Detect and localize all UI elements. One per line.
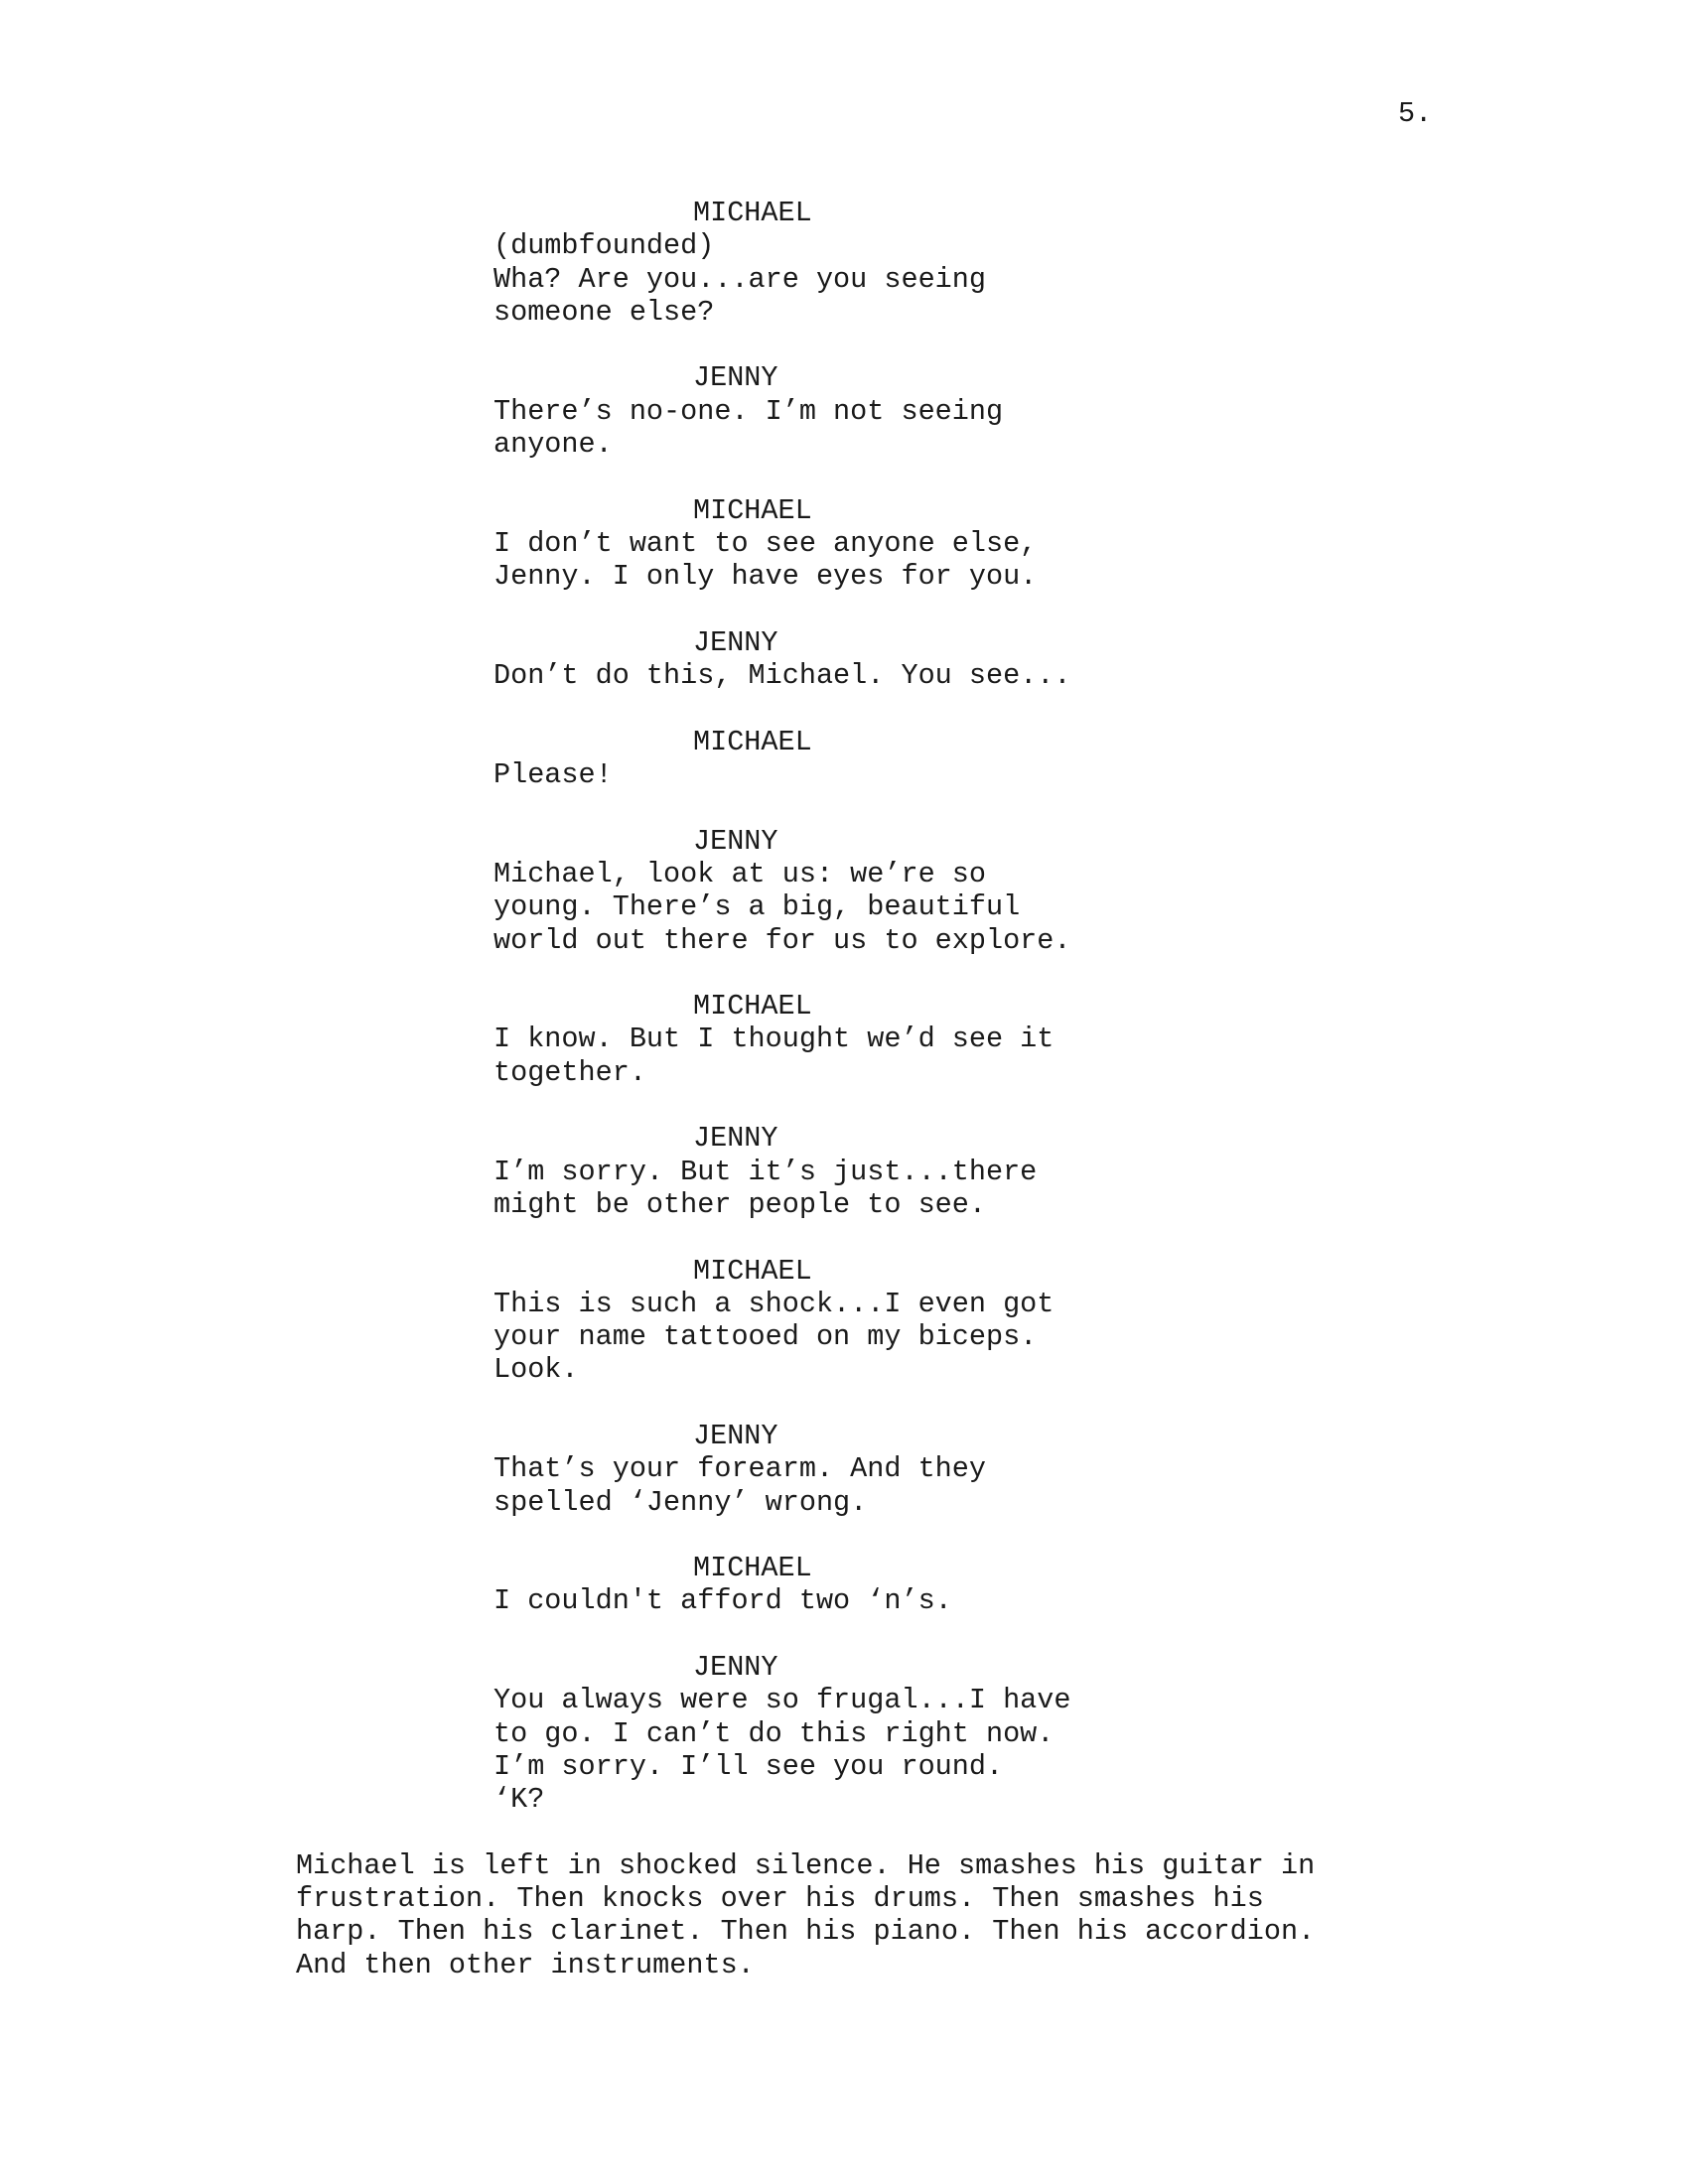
dialogue-text (493, 1452, 1208, 1519)
dialogue-line: I’m sorry. I’ll see you round. (493, 1749, 1004, 1783)
dialogue-block-jenny (0, 361, 1688, 461)
dialogue-line: There’s no-one. I’m not seeing (493, 394, 1004, 428)
dialogue-text (493, 1023, 1208, 1089)
dialogue-block-michael (0, 197, 1688, 329)
parenthetical: (dumbfounded) (493, 229, 715, 263)
dialogue-line: to go. I can’t do this right now. (493, 1716, 1055, 1750)
dialogue-line: You always were so frugal...I have (493, 1684, 1071, 1717)
dialogue-block-michael (0, 990, 1688, 1089)
dialogue-line: I know. But I thought we’d see it (493, 1023, 1055, 1056)
dialogue-block-michael (0, 1552, 1688, 1618)
dialogue-line: I’m sorry. But it’s just...there (493, 1155, 1038, 1188)
dialogue-block-jenny (0, 626, 1688, 693)
dialogue-line: young. There’s a big, beautiful (493, 890, 1021, 924)
dialogue-line: world out there for us to explore. (493, 923, 1071, 957)
action-line: frustration. Then knocks over his drums. Then smashes his (296, 1882, 1264, 1916)
character-name: JENNY (693, 1122, 778, 1156)
dialogue-block-jenny (0, 1122, 1688, 1221)
action-line: harp. Then his clarinet. Then his piano. Then his accordion. (296, 1915, 1316, 1949)
dialogue-line: Don’t do this, Michael. You see... (493, 659, 1071, 693)
dialogue-line: That’s your forearm. And they (493, 1452, 986, 1486)
dialogue-text (493, 1584, 1208, 1617)
dialogue-block-jenny (0, 825, 1688, 957)
dialogue-text (493, 1684, 1208, 1816)
screenplay-body (0, 197, 1688, 1981)
dialogue-line: Michael, look at us: we’re so (493, 857, 986, 890)
dialogue-line: I couldn't afford two ‘n’s. (493, 1584, 952, 1618)
dialogue-line: I don’t want to see anyone else, (493, 526, 1038, 560)
dialogue-block-michael (0, 726, 1688, 792)
dialogue-text (493, 1156, 1208, 1222)
dialogue-line: anyone. (493, 428, 613, 462)
dialogue-text (493, 1288, 1208, 1387)
dialogue-line: Look. (493, 1353, 579, 1387)
dialogue-line: together. (493, 1055, 646, 1089)
character-name: MICHAEL (693, 725, 812, 758)
dialogue-line: Please! (493, 758, 613, 792)
character-name: JENNY (693, 625, 778, 659)
dialogue-text (493, 858, 1208, 957)
character-name: JENNY (693, 1651, 778, 1685)
dialogue-text (493, 659, 1208, 692)
dialogue-line: might be other people to see. (493, 1187, 986, 1221)
character-name: JENNY (693, 1419, 778, 1452)
dialogue-line: Jenny. I only have eyes for you. (493, 560, 1038, 594)
dialogue-text (493, 527, 1208, 594)
character-name: JENNY (693, 824, 778, 858)
character-name: JENNY (693, 361, 778, 395)
dialogue-block-michael (0, 1255, 1688, 1387)
dialogue-line: Wha? Are you...are you seeing (493, 262, 986, 296)
action-paragraph (296, 1849, 1477, 1981)
dialogue-text (493, 395, 1208, 462)
dialogue-block-jenny (0, 1420, 1688, 1519)
character-name: MICHAEL (693, 990, 812, 1024)
page-number: 5. (1398, 97, 1433, 130)
action-line: Michael is left in shocked silence. He smashes his guitar in (296, 1848, 1316, 1882)
character-name: MICHAEL (693, 197, 812, 229)
dialogue-line: someone else? (493, 295, 715, 329)
dialogue-line: ‘K? (493, 1783, 545, 1817)
character-name: MICHAEL (693, 493, 812, 527)
dialogue-block-jenny (0, 1651, 1688, 1816)
dialogue-line: This is such a shock...I even got (493, 1287, 1055, 1320)
dialogue-text (493, 263, 1208, 330)
action-line: And then other instruments. (296, 1948, 755, 1981)
character-name: MICHAEL (693, 1552, 812, 1585)
dialogue-block-michael (0, 494, 1688, 594)
dialogue-line: spelled ‘Jenny’ wrong. (493, 1485, 868, 1519)
character-name: MICHAEL (693, 1254, 812, 1288)
dialogue-line: your name tattooed on my biceps. (493, 1320, 1038, 1354)
dialogue-text (493, 758, 1208, 791)
